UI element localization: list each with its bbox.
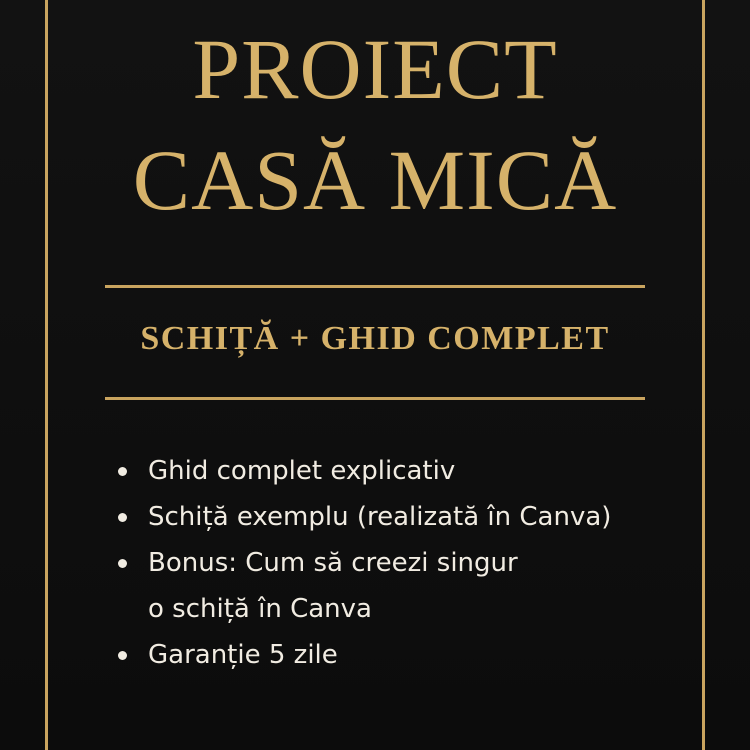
title-line-1: PROIECT	[192, 21, 558, 117]
feature-text-continuation: o schiță în Canva	[148, 594, 372, 624]
divider-top	[105, 285, 645, 288]
feature-item	[118, 632, 690, 678]
feature-item	[118, 448, 690, 494]
bullet-icon	[118, 467, 127, 476]
feature-item	[118, 494, 690, 540]
title-line-2: CASĂ MICĂ	[132, 132, 618, 228]
frame-border-right	[702, 0, 705, 750]
bullet-icon	[118, 651, 127, 660]
feature-list	[118, 448, 690, 678]
feature-item	[118, 540, 690, 632]
feature-text: Schiță exemplu (realizată în Canva)	[148, 502, 612, 532]
feature-text: Ghid complet explicativ	[148, 456, 456, 486]
bullet-icon	[118, 559, 127, 568]
feature-text: Bonus: Cum să creezi singur	[148, 548, 518, 578]
frame-border-left	[45, 0, 48, 750]
feature-text: Garanție 5 zile	[148, 640, 338, 670]
subtitle: SCHIȚĂ + GHID COMPLET	[140, 320, 610, 357]
divider-bottom	[105, 397, 645, 400]
bullet-icon	[118, 513, 127, 522]
